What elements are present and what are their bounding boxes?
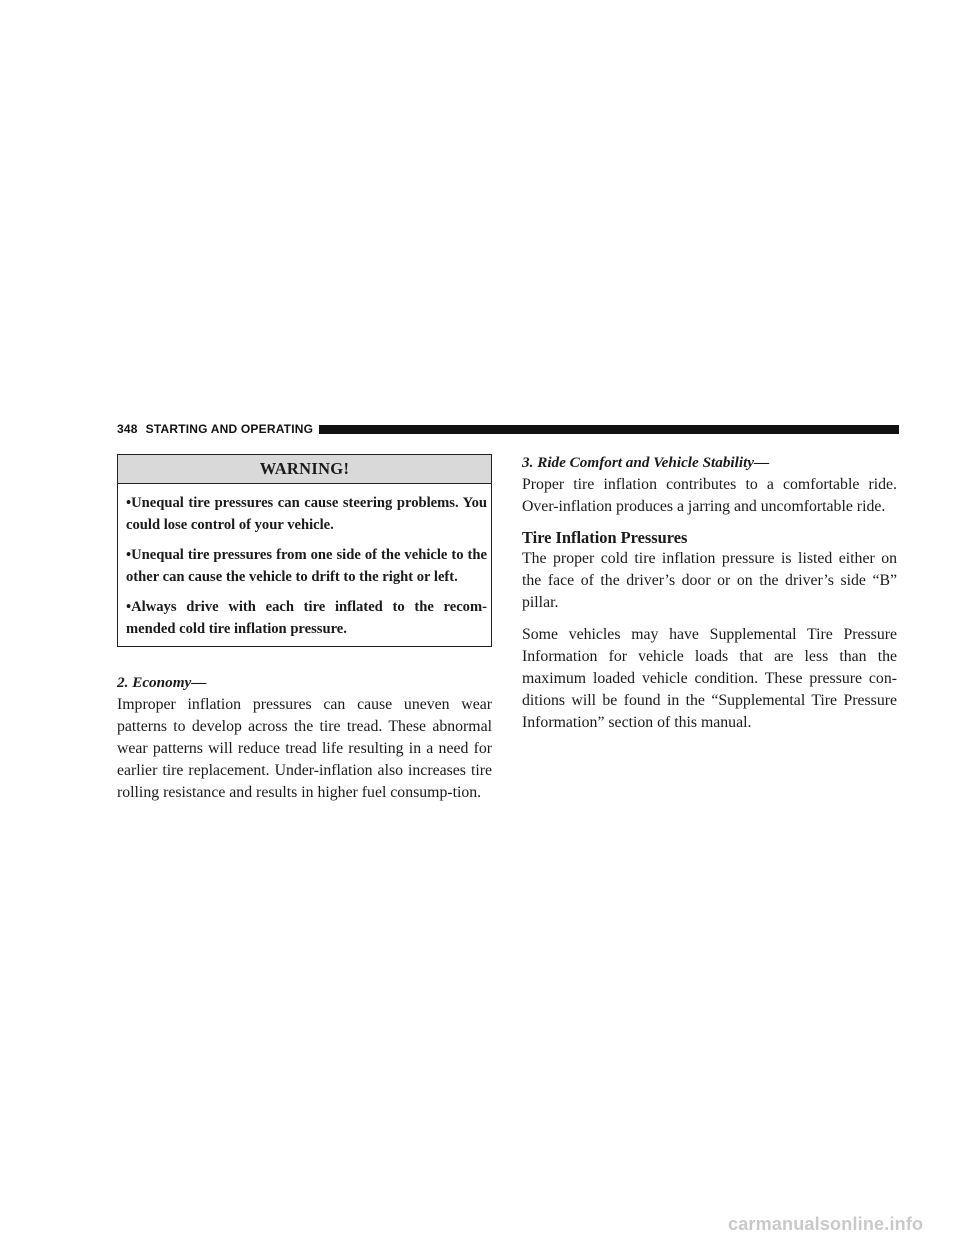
tire-inflation-pressures-heading: Tire Inflation Pressures (522, 528, 688, 547)
header-rule (319, 425, 899, 434)
warning-item: •Always drive with each tire inflated to the recom-mended cold tire inflation pressure. (126, 599, 487, 637)
warning-box (117, 454, 492, 647)
page-number: 348 (117, 422, 138, 436)
watermark: carmanualsonline.info (728, 1214, 924, 1234)
warning-item: •Unequal tire pressures from one side of the vehicle to the other can cause the vehicle to drift to the right or left. (126, 547, 487, 585)
right-column (522, 452, 897, 744)
ride-comfort-heading: 3. Ride Comfort and Vehicle Stability— (522, 454, 770, 471)
tire-pressure-paragraph-2: Some vehicles may have Supplemental Tire Pressure Information for vehicle loads that are less than the maximum loaded vehicle condition. These pressure con-ditions will be found in the “Supplemental Tire Pressure Information” section of this manual. (522, 626, 897, 731)
page-header (117, 421, 899, 437)
warning-item: •Unequal tire pressures can cause steering problems. You could lose control of your vehicle. (126, 495, 487, 533)
economy-heading: 2. Economy— (117, 674, 207, 691)
left-column (117, 672, 492, 814)
section-title: STARTING AND OPERATING (145, 422, 314, 436)
tire-pressure-paragraph-1: The proper cold tire inflation pressure is listed either on the face of the driver’s door or on the driver’s side “B” pillar. (522, 550, 897, 611)
economy-paragraph: Improper inflation pressures can cause uneven wear patterns to develop across the tire tread. These abnormal wear patterns will reduce tread life resulting in a need for earlier tire replacement. Under-inflation also increases tire rolling resistance and results in higher fuel consump-tion. (117, 696, 492, 801)
warning-title: WARNING! (118, 455, 491, 484)
ride-comfort-paragraph: Proper tire inflation contributes to a comfortable ride. Over-inflation produces a jarring and uncomfortable ride. (522, 476, 897, 515)
warning-body (118, 484, 491, 640)
